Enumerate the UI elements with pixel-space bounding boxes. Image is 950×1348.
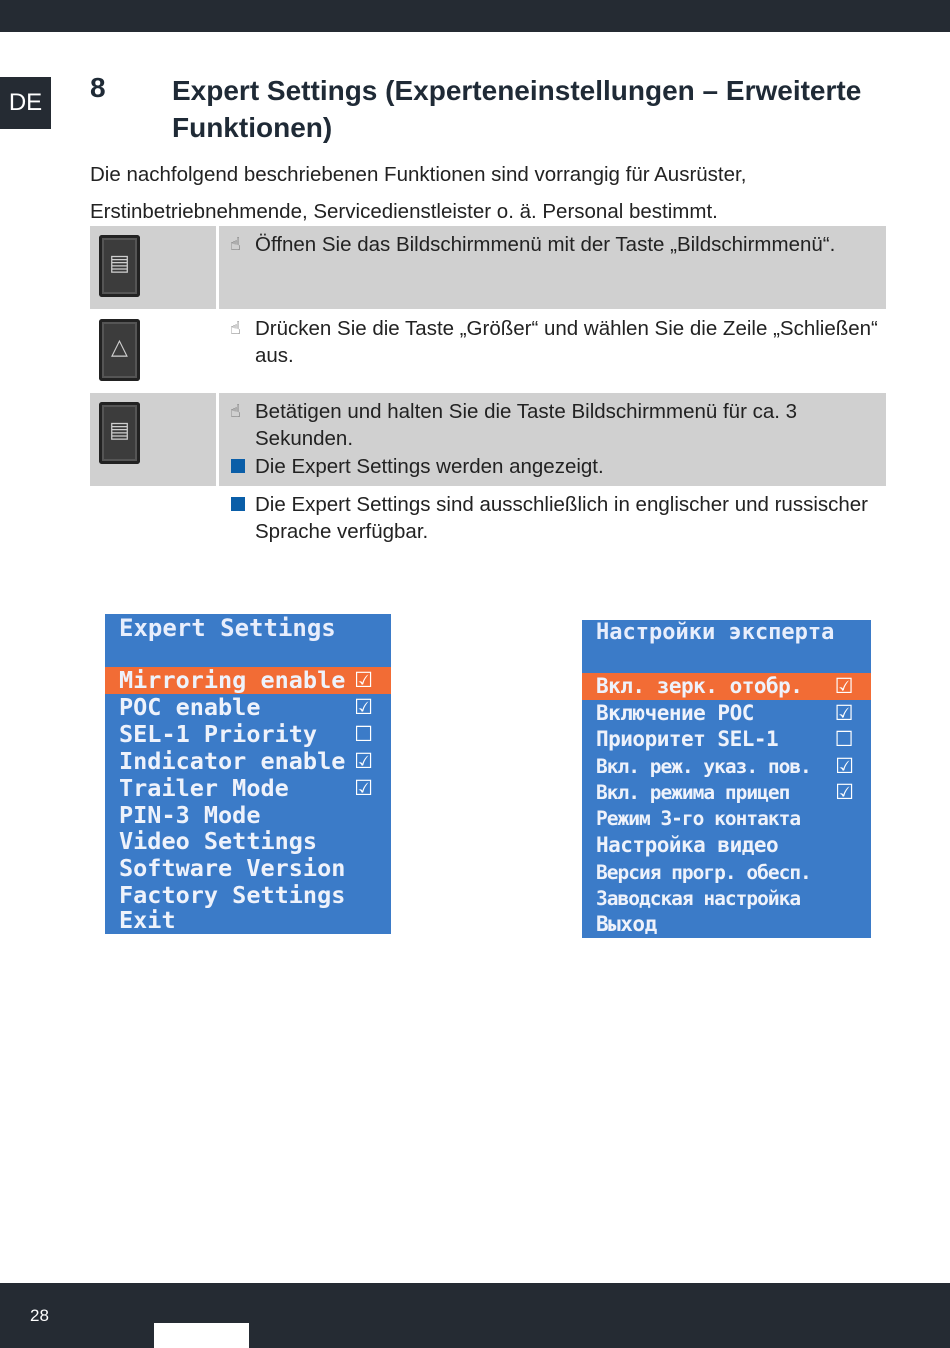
menu-item: SEL-1 Priority ☐ (119, 720, 373, 748)
menu-item: Режим 3-го контакта (596, 807, 801, 830)
menu-item: PIN-3 Mode (119, 801, 261, 829)
bottom-bar (0, 1283, 950, 1348)
cell-divider (216, 486, 219, 556)
menu-item: Video Settings (119, 827, 318, 855)
checkbox-icon: ☑ (834, 674, 853, 698)
menu-item: Вкл. зерк. отобр. ☑ (596, 674, 853, 698)
page-number: 28 (30, 1306, 49, 1325)
checkbox-icon: ☑ (354, 776, 373, 800)
menu-item: Вкл. режима прицеп ☑ (596, 780, 853, 804)
cell-divider (216, 226, 219, 309)
section-number: 8 (90, 72, 106, 103)
note-text: Die Expert Settings sind ausschließlich in englischer und russischer Sprache verfügbar. (255, 493, 869, 543)
language-tab: DE (0, 77, 51, 129)
checkbox-icon: ☑ (354, 695, 373, 719)
step-row-2 (90, 309, 886, 392)
menu-item: Mirroring enable ☑ (119, 666, 373, 694)
checkbox-icon: ☑ (834, 701, 853, 725)
checkbox-icon: ☐ (834, 727, 853, 751)
note-row (90, 486, 886, 556)
key-cell (90, 309, 216, 392)
checkbox-icon: ☑ (354, 668, 373, 692)
checkbox-icon: ☑ (835, 754, 853, 778)
menu-item: POC enable ☑ (119, 693, 373, 721)
cell-divider (216, 309, 219, 392)
larger-key-icon: △ (99, 319, 140, 381)
result-bullet-icon (231, 459, 245, 473)
cell-divider (216, 393, 219, 486)
key-cell (90, 393, 216, 486)
hand-pointer-icon: ☝ (230, 234, 241, 255)
menu-item: Indicator enable ☑ (119, 747, 373, 775)
hand-pointer-icon: ☝ (230, 401, 241, 422)
checkbox-icon: ☑ (835, 780, 853, 804)
step-instruction (230, 231, 895, 258)
result-text: Die Expert Settings werden angezeigt. (255, 455, 604, 478)
menu-item: Версия прогр. обесп. (596, 861, 811, 884)
step-result (230, 453, 895, 480)
chapter-tab-marker (154, 1323, 249, 1348)
menu-key-icon: ▤ (99, 402, 140, 464)
menu-item: Выход (596, 912, 657, 936)
step-row-3 (90, 393, 886, 486)
screen-title: Expert Settings (119, 614, 336, 642)
menu-item: Вкл. реж. указ. пов. ☑ (596, 754, 853, 778)
checkbox-icon: ☑ (354, 749, 373, 773)
step-row-1 (90, 226, 886, 309)
checkbox-icon: ☐ (354, 722, 373, 746)
key-cell (90, 226, 216, 309)
intro-paragraph: Die nachfolgend beschriebenen Funktionen sind vorrangig für Ausrüster, Erstinbetriebnehmende, Servicedienstleister o. ä. Personal bestimmt. (90, 163, 747, 223)
menu-item: Software Version (119, 854, 346, 882)
step-instruction (230, 398, 895, 452)
menu-item: Настройка видео (596, 833, 779, 857)
step-instruction (230, 315, 895, 369)
menu-item: Приоритет SEL-1 ☐ (596, 727, 853, 751)
menu-item: Trailer Mode ☑ (119, 774, 373, 802)
screenshot-expert-settings-en (105, 614, 391, 934)
menu-key-icon: ▤ (99, 235, 140, 297)
step-text: Öffnen Sie das Bildschirmmenü mit der Taste „Bildschirmmenü“. (255, 233, 836, 256)
step-text: Betätigen und halten Sie die Taste Bildschirmmenü für ca. 3 Sekunden. (255, 400, 798, 450)
hand-pointer-icon: ☝ (230, 318, 241, 339)
screen-title: Настройки эксперта (596, 620, 835, 645)
step-text: Drücken Sie die Taste „Größer“ und wählen Sie die Zeile „Schließen“ aus. (255, 317, 878, 367)
top-bar (0, 0, 950, 32)
menu-item: Factory Settings (119, 881, 346, 909)
menu-item: Заводская настройка (596, 887, 801, 910)
note-bullet-icon (231, 497, 245, 511)
note (230, 491, 895, 545)
section-title: Expert Settings (Experteneinstellungen – Erweiterte Funktionen) (172, 75, 862, 143)
menu-item: Exit (119, 906, 176, 934)
menu-item: Включение POC ☑ (596, 701, 853, 725)
screenshot-expert-settings-ru (582, 620, 871, 938)
